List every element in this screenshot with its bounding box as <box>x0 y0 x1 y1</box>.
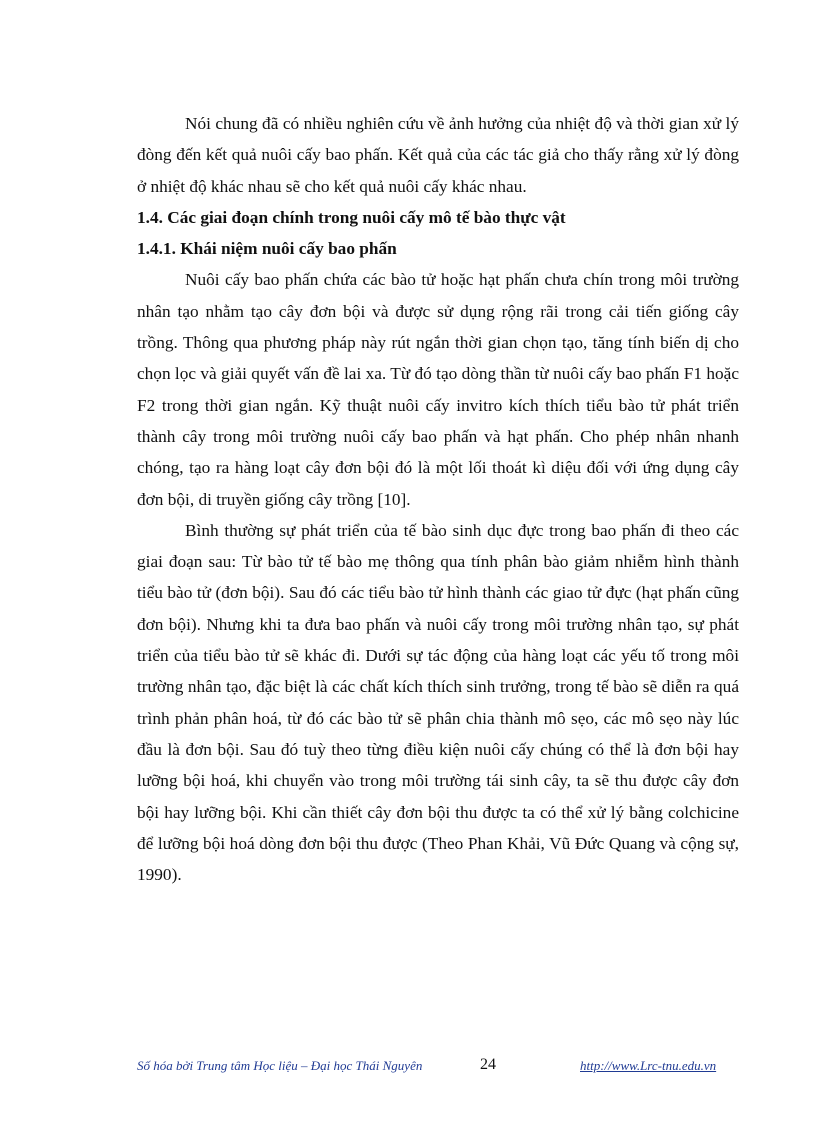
page-number: 24 <box>480 1056 496 1073</box>
section-heading-1-4: 1.4. Các giai đoạn chính trong nuôi cấy mô tế bào thực vật <box>137 207 566 227</box>
footer-link[interactable]: http://www.Lrc-tnu.edu.vn <box>580 1058 717 1073</box>
paragraph-pollen-development: Bình thường sự phát triển của tế bào sinh dục đực trong bao phấn đi theo các giai đoạn sau: Từ bào tử tế bào mẹ thông qua tính phân bào giảm nhiễm hình thành tiểu bào tử (đơn bội). Sau đó các tiểu bào tử hình thành các giao tử đực (hạt phấn cũng đơn bội). Nhưng khi ta đưa bao phấn và nuôi cấy trong môi trường nhân tạo, sự phát triển của tiểu bào tử sẽ khác đi. Dưới sự tác động của hàng loạt các yếu tố trong môi trường nhân tạo, đặc biệt là các chất kích thích sinh trưởng, trong tế bào sẽ diễn ra quá trình phản phân hoá, từ đó các bào tử sẽ phân chia thành mô sẹo, các mô sẹo này lúc đầu là đơn bội. Sau đó tuỳ theo từng điều kiện nuôi cấy chúng có thể là đơn bội hay lưỡng bội hoá, khi chuyển vào trong môi trường tái sinh cây, ta sẽ thu được cây đơn bội hay lưỡng bội. Khi cần thiết cây đơn bội thu được ta có thể xử lý bằng colchicine để lưỡng bội hoá dòng đơn bội thu được (Theo Phan Khải, Vũ Đức Quang và cộng sự, 1990). <box>137 520 739 885</box>
footer-credit: Số hóa bởi Trung tâm Học liệu – Đại học Thái Nguyên <box>137 1058 423 1073</box>
page-body <box>137 108 739 890</box>
page-footer <box>0 1058 816 1080</box>
paragraph-anther-culture-definition: Nuôi cấy bao phấn chứa các bào tử hoặc hạt phấn chưa chín trong môi trường nhân tạo nhằm tạo cây đơn bội và được sử dụng rộng rãi trong cải tiến giống cây trồng. Thông qua phương pháp này rút ngắn thời gian chọn tạo, tăng tính biến dị cho chọn lọc và giải quyết vấn đề lai xa. Từ đó tạo dòng thần từ nuôi cấy bao phấn F1 hoặc F2 trong thời gian ngắn. Kỹ thuật nuôi cấy invitro kích thích tiểu bào tử phát triển thành cây trong môi trường nuôi cấy bao phấn và hạt phấn. Cho phép nhân nhanh chóng, tạo ra hàng loạt cây đơn bội đó là một lối thoát kì diệu đối với ứng dụng cây đơn bội, di truyền giống cây trồng [10]. <box>137 270 739 509</box>
section-heading-1-4-1: 1.4.1. Khái niệm nuôi cấy bao phấn <box>137 239 397 259</box>
paragraph-temperature-summary: Nói chung đã có nhiều nghiên cứu về ảnh hưởng của nhiệt độ và thời gian xử lý đòng đến kết quả nuôi cấy bao phấn. Kết quả của các tác giả cho thấy rằng xử lý đòng ở nhiệt độ khác nhau sẽ cho kết quả nuôi cấy khác nhau. <box>137 114 739 196</box>
